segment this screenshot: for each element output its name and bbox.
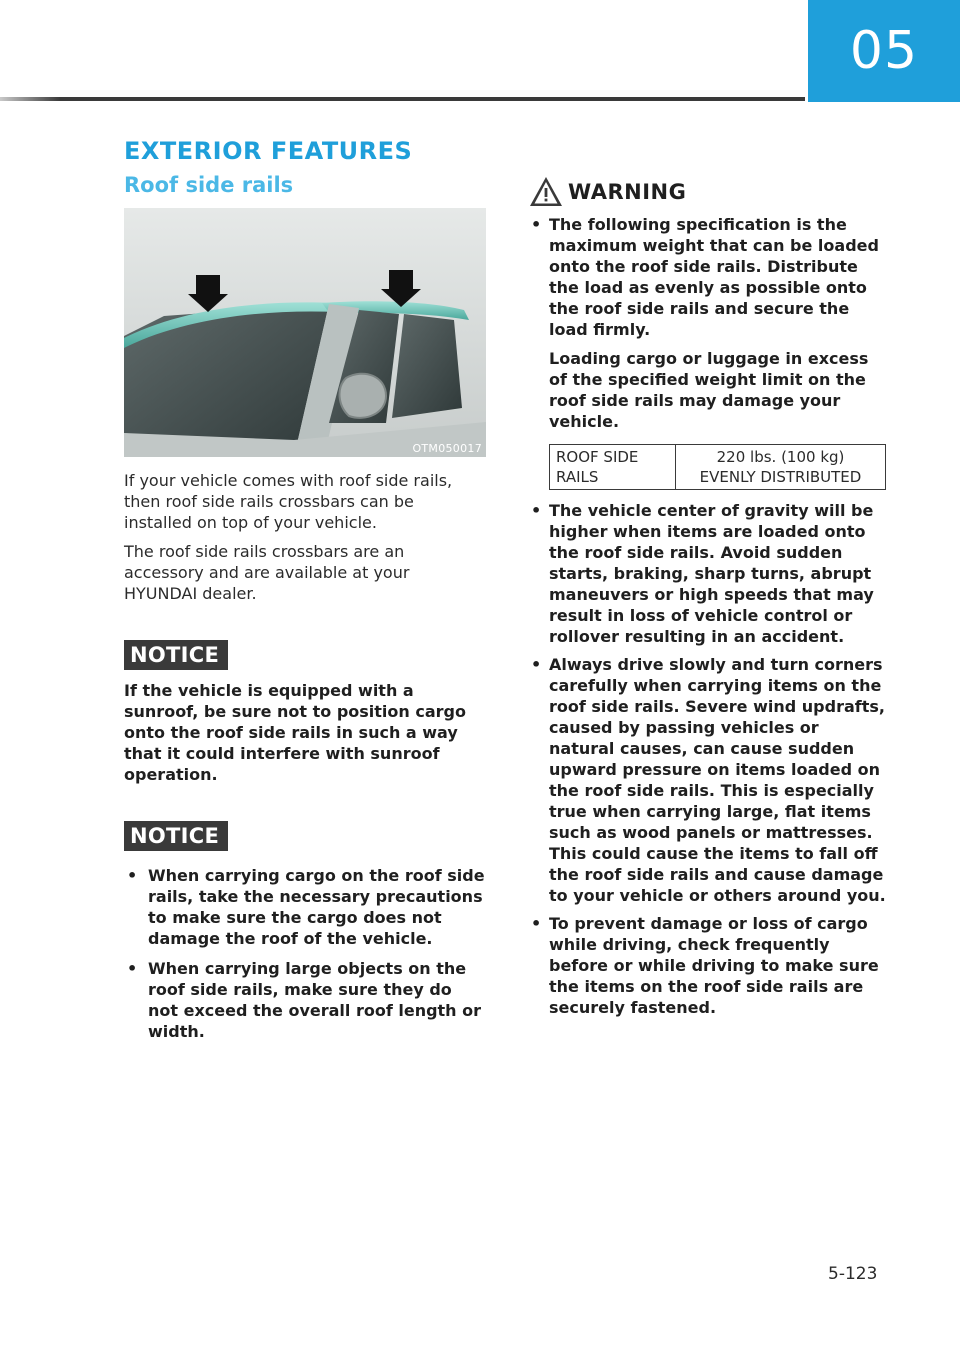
notice-list <box>124 865 486 1042</box>
spec-label-line: ROOF SIDE <box>556 448 639 466</box>
warning-label: WARNING <box>568 180 687 204</box>
notice-block-2 <box>124 821 486 1042</box>
list-item-text: The following specification is the maximum weight that can be loaded onto the roof side rails. Distribute the load as evenly as possible onto the roof side rails and secure the load firmly. <box>549 215 879 339</box>
list-item <box>528 913 888 1018</box>
notice-badge: NOTICE <box>124 821 228 851</box>
left-column <box>124 208 486 1051</box>
spec-value-line: EVENLY DISTRIBUTED <box>699 468 862 486</box>
intro-paragraph-1: If your vehicle comes with roof side rails, then roof side rails crossbars can be installed on top of your vehicle. <box>124 471 453 532</box>
roof-rails-figure <box>124 208 486 457</box>
bullet: • <box>531 655 542 674</box>
bullet: • <box>127 959 138 978</box>
bullet: • <box>531 914 542 933</box>
list-item-text: When carrying large objects on the roof side rails, make sure they do not exceed the overall roof length or width. <box>148 959 482 1041</box>
spec-value-line: 220 lbs. (100 kg) <box>716 448 845 466</box>
bullet: • <box>531 215 542 234</box>
table-row <box>550 445 886 490</box>
list-item-text: Always drive slowly and turn corners carefully when carrying items on the roof side rails. Severe wind updrafts, caused by passing vehicles or natural causes, can cause sudden upward pressure on items loaded on the roof side rails. This is especially true when carrying large, flat items such as wood panels or mattresses. This could cause the items to fall off the roof side rails and cause damage to your vehicle or others around you. <box>549 655 886 905</box>
list-item-text: When carrying cargo on the roof side rails, take the necessary precautions to make sure the cargo does not damage the roof of the vehicle. <box>148 866 485 948</box>
list-item-text: To prevent damage or loss of cargo while driving, check frequently before or while driving to make sure the items on the roof side rails are securely fastened. <box>549 914 879 1017</box>
section-title: EXTERIOR FEATURES <box>124 137 413 165</box>
spec-label-line: RAILS <box>556 468 599 486</box>
spec-label-cell <box>550 445 676 490</box>
warning-header <box>528 172 888 212</box>
chapter-number: 05 <box>849 21 919 81</box>
notice-block-1 <box>124 640 486 785</box>
bullet: • <box>531 501 542 520</box>
spec-value-cell <box>676 445 886 490</box>
list-item <box>124 865 486 949</box>
notice-text: If the vehicle is equipped with a sunroof, be sure not to position cargo onto the roof side rails in such a way that it could interfere with sunroof operation. <box>124 681 466 784</box>
warning-triangle-icon <box>528 175 564 209</box>
list-item <box>528 500 888 647</box>
figure-code: OTM050017 <box>412 442 482 455</box>
list-item <box>528 214 888 490</box>
list-item <box>528 654 888 906</box>
header-rule <box>0 97 805 101</box>
list-item-text: The vehicle center of gravity will be higher when items are loaded onto the roof side rails. Avoid sudden starts, braking, sharp turns, abrupt maneuvers or high speeds that may result in loss of vehicle control or rollover resulting in an accident. <box>549 501 874 646</box>
list-item-subtext: Loading cargo or luggage in excess of the specified weight limit on the roof side rails may damage your vehicle. <box>549 349 869 431</box>
right-column <box>528 172 888 1025</box>
car-roof-illustration <box>124 208 486 457</box>
header-rule-fade <box>0 97 60 101</box>
notice-badge: NOTICE <box>124 640 228 670</box>
intro-paragraph-2: The roof side rails crossbars are an accessory and are available at your HYUNDAI dealer. <box>124 542 410 603</box>
warning-list <box>528 214 888 1018</box>
chapter-tab <box>808 0 960 102</box>
bullet: • <box>127 866 138 885</box>
page-number: 5-123 <box>828 1264 878 1284</box>
spec-table <box>549 444 886 490</box>
list-item <box>124 958 486 1042</box>
subsection-title: Roof side rails <box>124 173 294 197</box>
